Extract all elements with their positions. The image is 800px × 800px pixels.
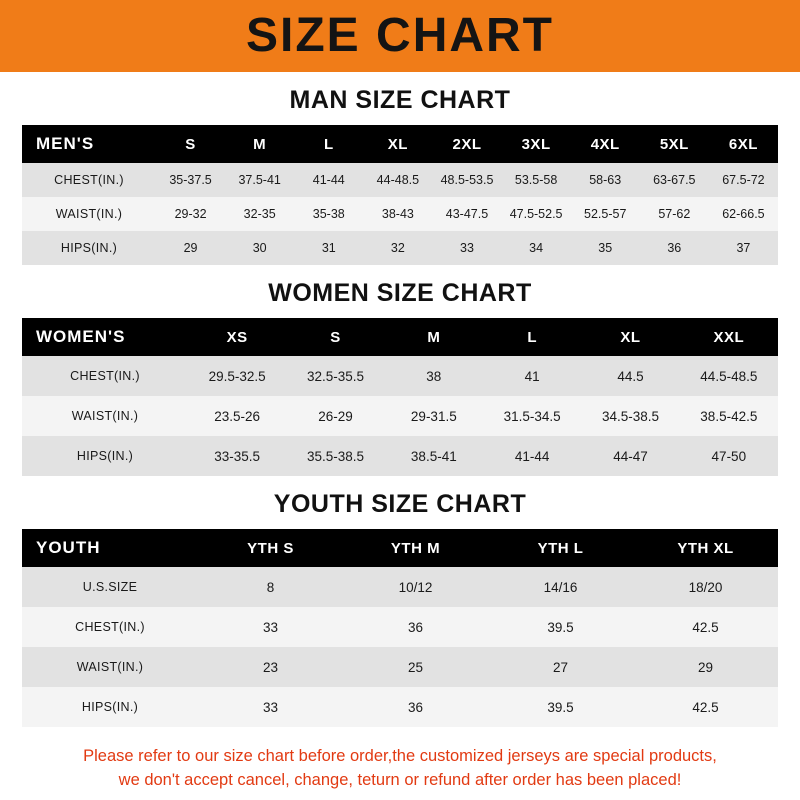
youth-waist-l: 27 <box>488 647 633 687</box>
women-table-header <box>22 318 778 356</box>
table-header-row <box>22 318 778 356</box>
table-row <box>22 567 778 607</box>
table-row <box>22 197 778 231</box>
man-hips-4xl: 35 <box>571 231 640 265</box>
table-row <box>22 687 778 727</box>
women-waist-m: 29-31.5 <box>385 396 483 436</box>
women-chest-s: 32.5-35.5 <box>286 356 384 396</box>
youth-header-label: YOUTH <box>22 529 198 567</box>
youth-ussize-m: 10/12 <box>343 567 488 607</box>
man-waist-s: 29-32 <box>156 197 225 231</box>
man-col-6xl: 6XL <box>709 125 778 163</box>
section-women <box>22 279 778 476</box>
man-hips-xl: 32 <box>363 231 432 265</box>
youth-waist-m: 25 <box>343 647 488 687</box>
man-table-body <box>22 163 778 265</box>
section-title-women: WOMEN SIZE CHART <box>268 279 532 307</box>
man-table-header <box>22 125 778 163</box>
footer-note-line2: we don't accept cancel, change, teturn or refund after order has been placed! <box>118 770 682 789</box>
women-chest-xs: 29.5-32.5 <box>188 356 286 396</box>
man-waist-2xl: 43-47.5 <box>432 197 501 231</box>
man-chest-5xl: 63-67.5 <box>640 163 709 197</box>
youth-col-l: YTH L <box>488 529 633 567</box>
man-hips-6xl: 37 <box>709 231 778 265</box>
man-chest-4xl: 58-63 <box>571 163 640 197</box>
man-col-2xl: 2XL <box>432 125 501 163</box>
table-row <box>22 396 778 436</box>
youth-ussize-s: 8 <box>198 567 343 607</box>
man-chest-3xl: 53.5-58 <box>502 163 571 197</box>
women-hips-m: 38.5-41 <box>385 436 483 476</box>
table-header-row <box>22 125 778 163</box>
youth-col-xl: YTH XL <box>633 529 778 567</box>
footer-note-line1: Please refer to our size chart before order,the customized jerseys are special products, <box>83 747 717 765</box>
youth-waist-s: 23 <box>198 647 343 687</box>
chart-content <box>0 86 800 793</box>
youth-chest-l: 39.5 <box>488 607 633 647</box>
man-waist-5xl: 57-62 <box>640 197 709 231</box>
women-hips-xl: 44-47 <box>581 436 679 476</box>
man-chest-6xl: 67.5-72 <box>709 163 778 197</box>
women-col-s: S <box>286 318 384 356</box>
table-row <box>22 436 778 476</box>
women-waist-l: 31.5-34.5 <box>483 396 581 436</box>
women-hips-xs: 33-35.5 <box>188 436 286 476</box>
youth-row-chest-label: CHEST(IN.) <box>22 607 198 647</box>
women-chest-l: 41 <box>483 356 581 396</box>
women-size-table <box>22 318 778 476</box>
youth-chest-m: 36 <box>343 607 488 647</box>
man-col-l: L <box>294 125 363 163</box>
man-chest-l: 41-44 <box>294 163 363 197</box>
youth-col-s: YTH S <box>198 529 343 567</box>
women-header-label: WOMEN'S <box>22 318 188 356</box>
man-header-label: MEN'S <box>22 125 156 163</box>
man-chest-s: 35-37.5 <box>156 163 225 197</box>
section-man <box>22 86 778 265</box>
section-title-man: MAN SIZE CHART <box>289 86 511 114</box>
women-table-body <box>22 356 778 476</box>
man-hips-2xl: 33 <box>432 231 501 265</box>
women-chest-xl: 44.5 <box>581 356 679 396</box>
man-waist-3xl: 47.5-52.5 <box>502 197 571 231</box>
women-col-m: M <box>385 318 483 356</box>
youth-table-body <box>22 567 778 727</box>
man-hips-m: 30 <box>225 231 294 265</box>
women-waist-xs: 23.5-26 <box>188 396 286 436</box>
header-band <box>0 0 800 72</box>
women-row-waist-label: WAIST(IN.) <box>22 396 188 436</box>
youth-hips-s: 33 <box>198 687 343 727</box>
man-col-m: M <box>225 125 294 163</box>
women-waist-xxl: 38.5-42.5 <box>680 396 778 436</box>
youth-col-m: YTH M <box>343 529 488 567</box>
man-waist-xl: 38-43 <box>363 197 432 231</box>
man-waist-m: 32-35 <box>225 197 294 231</box>
man-waist-l: 35-38 <box>294 197 363 231</box>
women-col-xs: XS <box>188 318 286 356</box>
women-col-l: L <box>483 318 581 356</box>
man-chest-m: 37.5-41 <box>225 163 294 197</box>
man-waist-4xl: 52.5-57 <box>571 197 640 231</box>
youth-row-hips-label: HIPS(IN.) <box>22 687 198 727</box>
women-row-hips-label: HIPS(IN.) <box>22 436 188 476</box>
youth-ussize-xl: 18/20 <box>633 567 778 607</box>
section-title-youth: YOUTH SIZE CHART <box>273 490 527 518</box>
youth-hips-m: 36 <box>343 687 488 727</box>
man-col-s: S <box>156 125 225 163</box>
women-waist-s: 26-29 <box>286 396 384 436</box>
man-chest-2xl: 48.5-53.5 <box>432 163 501 197</box>
youth-chest-s: 33 <box>198 607 343 647</box>
man-hips-s: 29 <box>156 231 225 265</box>
table-header-row <box>22 529 778 567</box>
man-hips-5xl: 36 <box>640 231 709 265</box>
man-col-4xl: 4XL <box>571 125 640 163</box>
table-row <box>22 647 778 687</box>
man-waist-6xl: 62-66.5 <box>709 197 778 231</box>
table-row <box>22 163 778 197</box>
table-row <box>22 607 778 647</box>
page-title: SIZE CHART <box>246 9 554 62</box>
women-col-xxl: XXL <box>680 318 778 356</box>
youth-waist-xl: 29 <box>633 647 778 687</box>
youth-hips-xl: 42.5 <box>633 687 778 727</box>
women-chest-m: 38 <box>385 356 483 396</box>
man-col-xl: XL <box>363 125 432 163</box>
man-hips-3xl: 34 <box>502 231 571 265</box>
footer-note <box>22 745 778 793</box>
table-row <box>22 356 778 396</box>
man-row-hips-label: HIPS(IN.) <box>22 231 156 265</box>
man-chest-xl: 44-48.5 <box>363 163 432 197</box>
women-hips-s: 35.5-38.5 <box>286 436 384 476</box>
table-row <box>22 231 778 265</box>
women-row-chest-label: CHEST(IN.) <box>22 356 188 396</box>
women-chest-xxl: 44.5-48.5 <box>680 356 778 396</box>
youth-ussize-l: 14/16 <box>488 567 633 607</box>
youth-table-header <box>22 529 778 567</box>
man-hips-l: 31 <box>294 231 363 265</box>
man-row-chest-label: CHEST(IN.) <box>22 163 156 197</box>
man-size-table <box>22 125 778 265</box>
youth-chest-xl: 42.5 <box>633 607 778 647</box>
women-col-xl: XL <box>581 318 679 356</box>
man-row-waist-label: WAIST(IN.) <box>22 197 156 231</box>
man-col-5xl: 5XL <box>640 125 709 163</box>
section-youth <box>22 490 778 727</box>
women-waist-xl: 34.5-38.5 <box>581 396 679 436</box>
youth-row-waist-label: WAIST(IN.) <box>22 647 198 687</box>
women-hips-l: 41-44 <box>483 436 581 476</box>
youth-row-ussize-label: U.S.SIZE <box>22 567 198 607</box>
women-hips-xxl: 47-50 <box>680 436 778 476</box>
youth-hips-l: 39.5 <box>488 687 633 727</box>
man-col-3xl: 3XL <box>502 125 571 163</box>
youth-size-table <box>22 529 778 727</box>
